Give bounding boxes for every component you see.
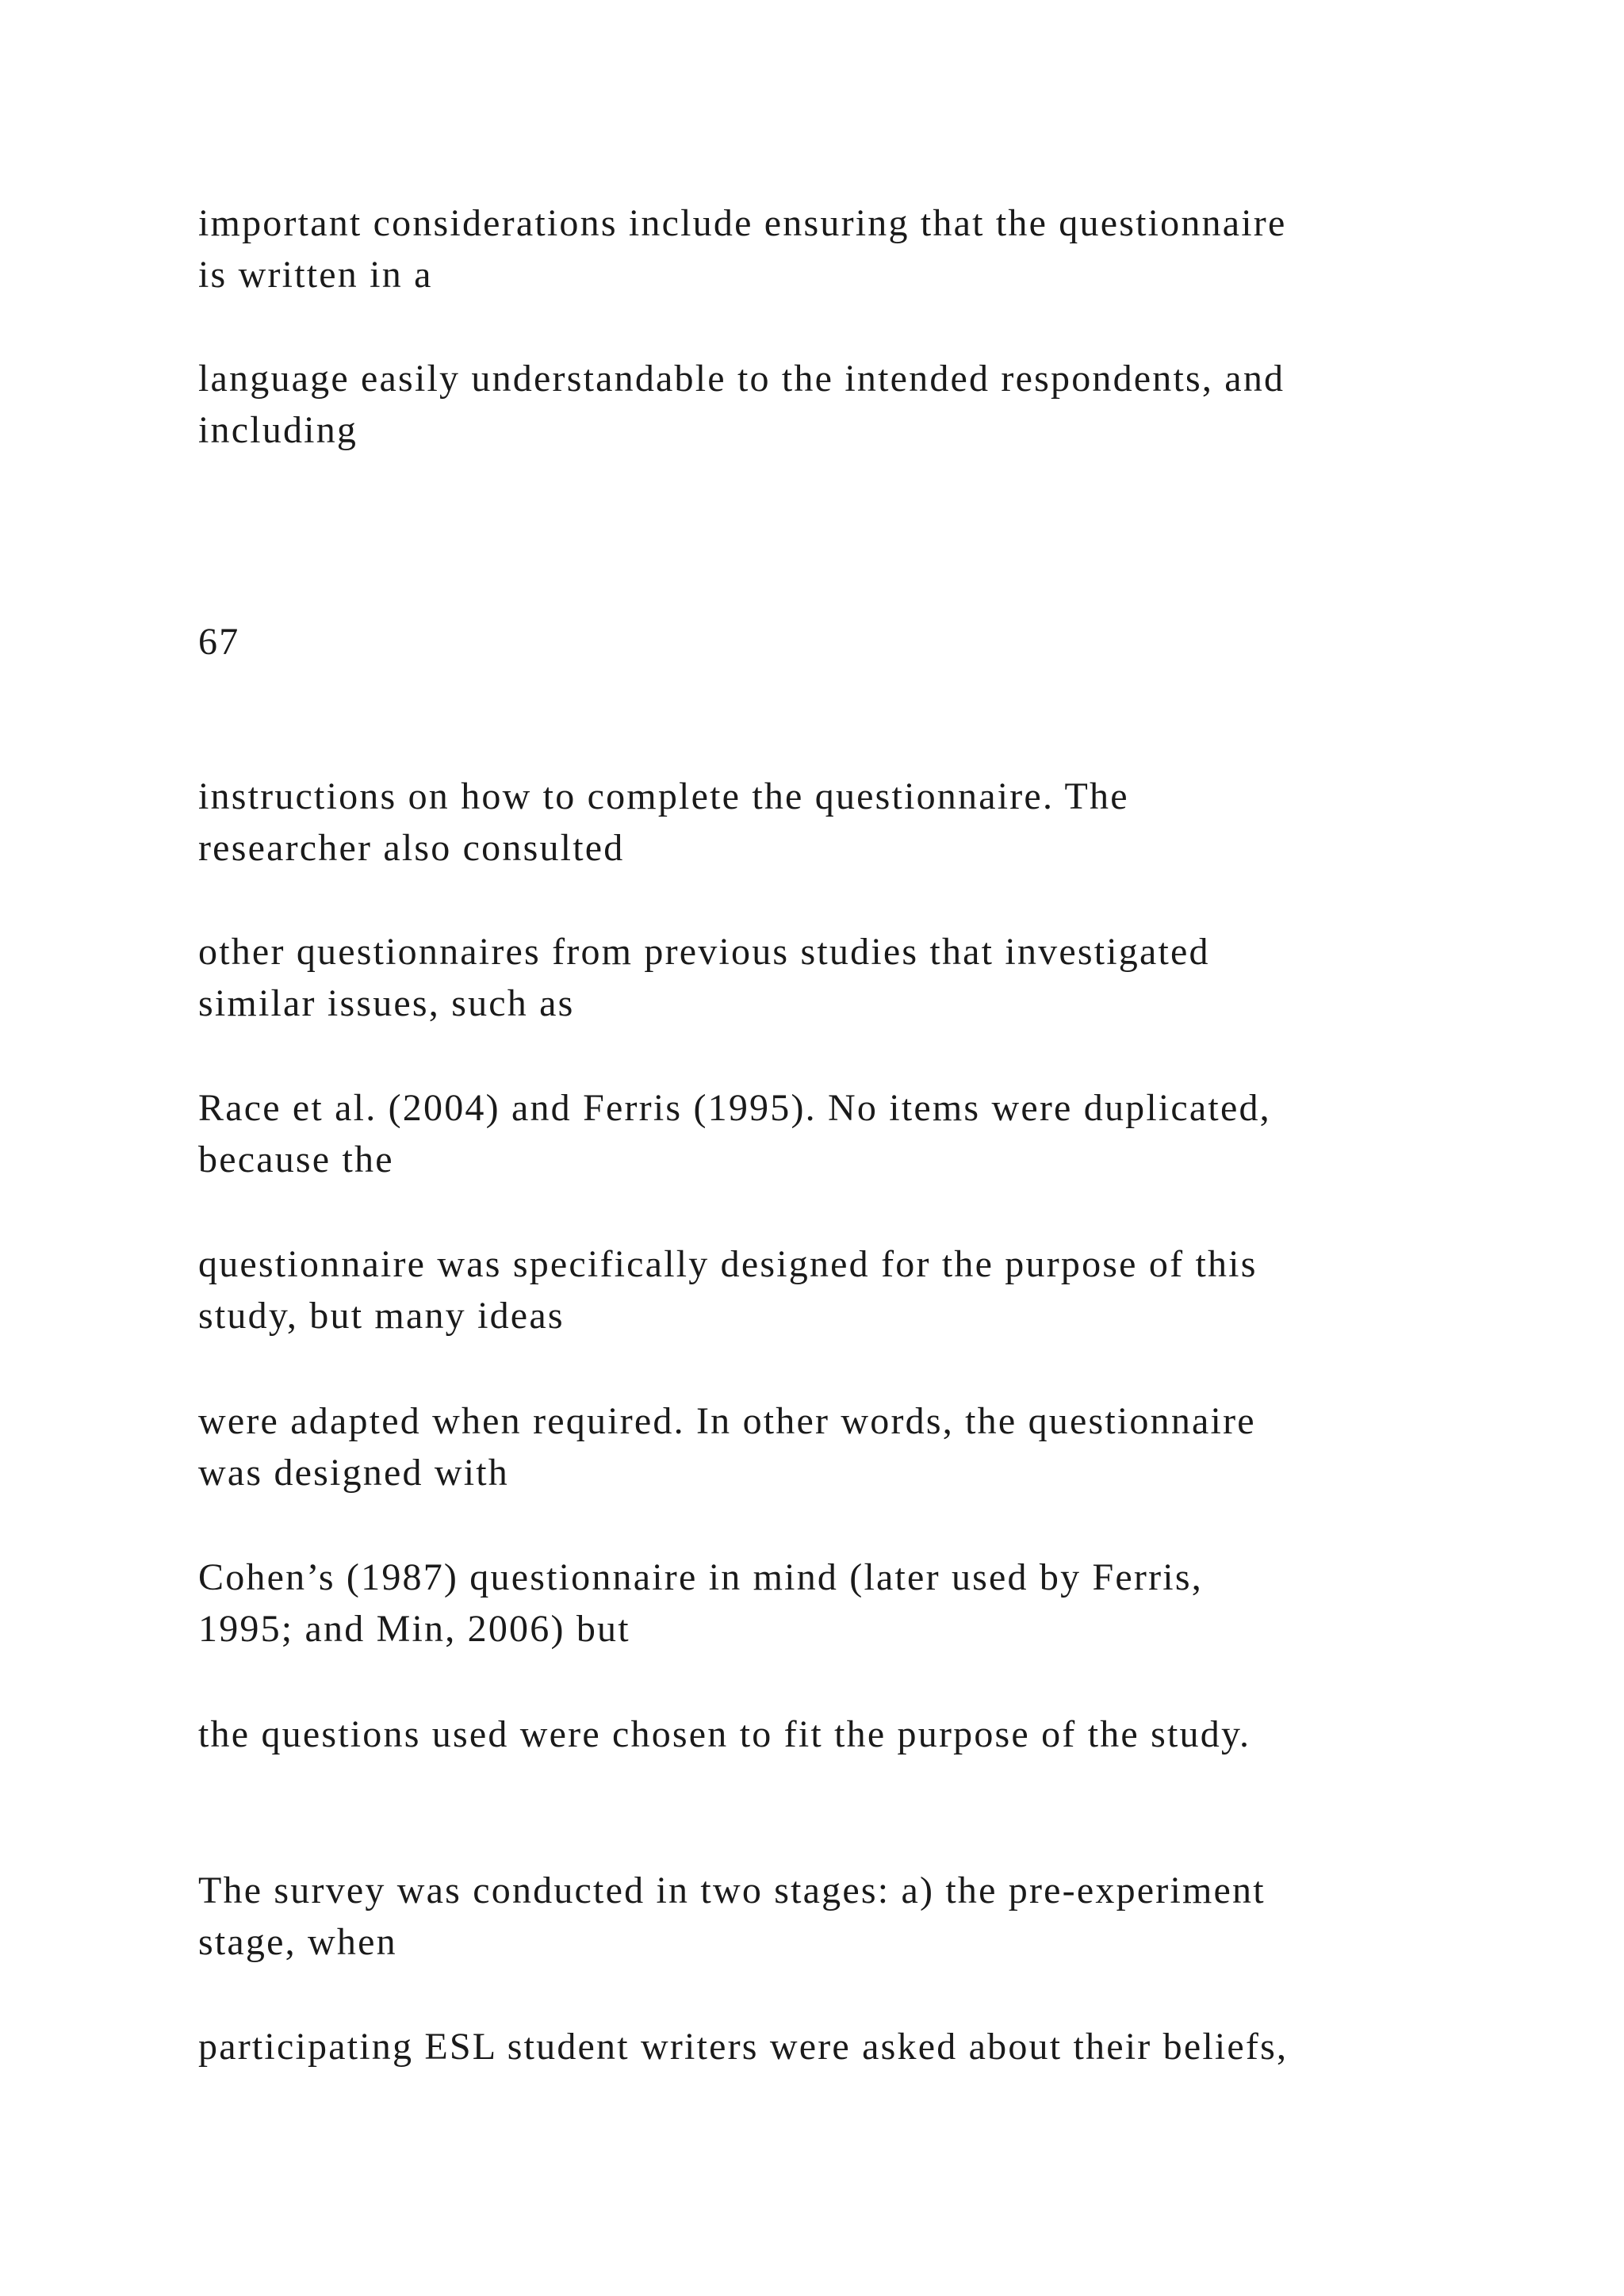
- text-line: study, but many ideas: [198, 1295, 565, 1337]
- text-line: researcher also consulted: [198, 827, 625, 869]
- text-line: important considerations include ensuring that the questionnaire: [198, 202, 1287, 244]
- text-line: Race et al. (2004) and Ferris (1995). No items were duplicated,: [198, 1087, 1271, 1129]
- text-line: language easily understandable to the intended respondents, and: [198, 358, 1285, 400]
- text-line: similar issues, such as: [198, 982, 575, 1024]
- text-line: other questionnaires from previous studies that investigated: [198, 931, 1210, 973]
- text-line: the questions used were chosen to fit the purpose of the study.: [198, 1713, 1251, 1755]
- text-line: were adapted when required. In other words, the questionnaire: [198, 1400, 1256, 1442]
- text-line: including: [198, 409, 358, 451]
- text-line: Cohen’s (1987) questionnaire in mind (later used by Ferris,: [198, 1556, 1203, 1598]
- text-line: was designed with: [198, 1452, 510, 1494]
- text-line: is written in a: [198, 254, 433, 296]
- text-line: participating ESL student writers were asked about their beliefs,: [198, 2026, 1289, 2068]
- text-line: 1995; and Min, 2006) but: [198, 1608, 630, 1650]
- text-line: because the: [198, 1138, 394, 1181]
- text-line: questionnaire was specifically designed for the purpose of this: [198, 1243, 1258, 1285]
- text-line: The survey was conducted in two stages: a) the pre-experiment: [198, 1869, 1266, 1911]
- page-number: 67: [198, 621, 240, 663]
- text-line: stage, when: [198, 1921, 397, 1963]
- text-line: instructions on how to complete the questionnaire. The: [198, 775, 1129, 817]
